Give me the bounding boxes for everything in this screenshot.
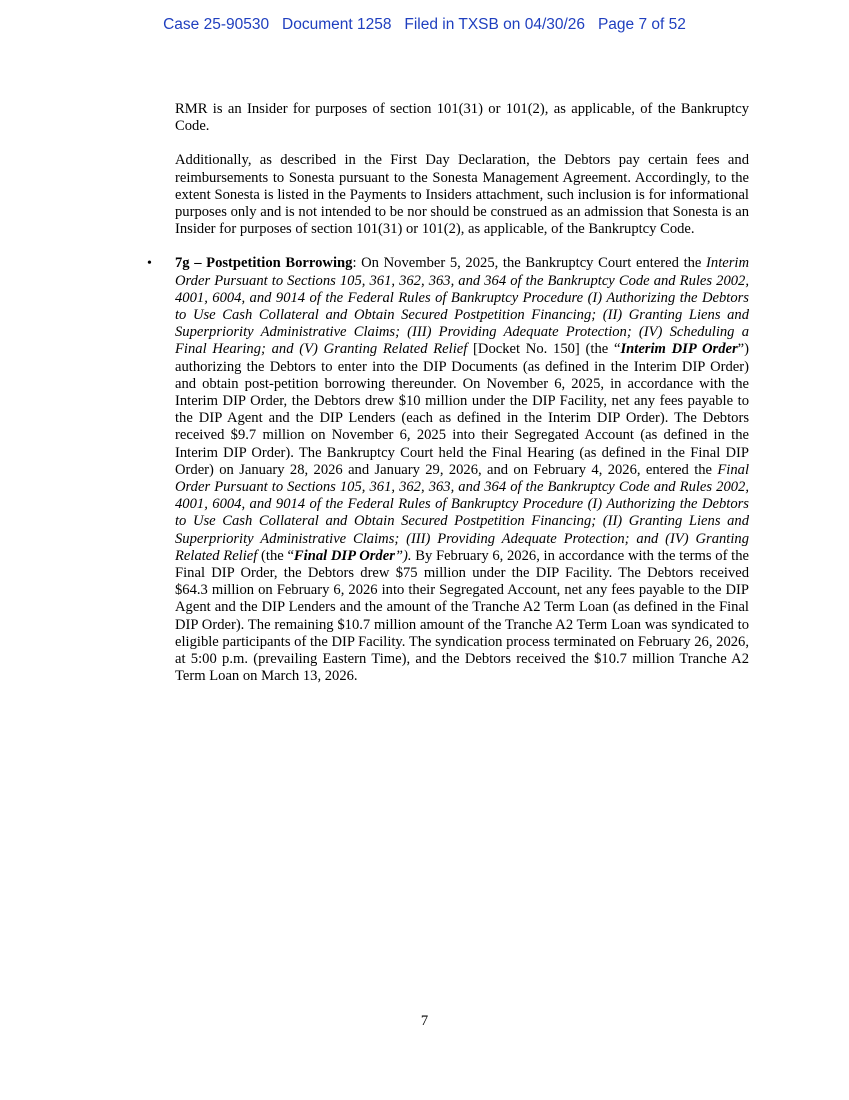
interim-dip-order-term: Interim DIP Order: [620, 341, 738, 358]
bullet-text-1: : On November 5, 2025, the Bankruptcy Court entered the: [352, 255, 707, 272]
final-order-title: Final Order Pursuant to Sections 105, 361, 362, 363, and 364 of the Bankruptcy Code and Rules 2002, 4001, 6004, and 9014 of the Federal Rules of Bankruptcy Procedure (I) Authorizing the Debtors to Use Cash Collateral and Obtain Secured Postpetition Financing; (II) Granting Liens and Superpriority Administrative Claims; (III) Providing Adequate Protection; and (IV) Granting Related Relief: [175, 461, 749, 564]
bullet-text-4: (the “: [257, 547, 294, 564]
bullet-icon: •: [147, 256, 152, 272]
bullet-text-2: [Docket No. 150] (the “: [467, 341, 621, 358]
bullet-text: [175, 255, 749, 684]
final-dip-close-quote: ”).: [394, 547, 412, 564]
bullet-text-5: By February 6, 2026, in accordance with the terms of the Final DIP Order, the Debtors drew $75 million under the DIP Facility. The Debtors received $64.3 million on February 6, 2026 into their Segregated Account, net any fees payable to the DIP Agent and the DIP Lenders and the amount of the Tranche A2 Term Loan (as defined in the Final DIP Order). The remaining $10.7 million amount of the Tranche A2 Term Loan was syndicated to eligible participants of the DIP Facility. The syndication process terminated on February 26, 2026, at 5:00 p.m. (prevailing Eastern Time), and the Debtors received the $10.7 million Tranche A2 Term Loan on March 13, 2026.: [175, 547, 749, 685]
paragraph-sonesta: Additionally, as described in the First Day Declaration, the Debtors pay certain fees and reimbursements to Sonesta pursuant to the Sonesta Management Agreement. Accordingly, to the extent Sonesta is listed in the Payments to Insiders attachment, such inclusion is for informational purposes only and is not intended to be nor should be construed as an admission that Sonesta is an Insider for purposes of section 101(31) or 101(2), as applicable, of the Bankruptcy Code.: [175, 152, 749, 238]
bullet-heading: 7g – Postpetition Borrowing: [175, 255, 353, 272]
bullet-text-3: ”) authorizing the Debtors to enter into the DIP Documents (as defined in the Interim DIP Order) and obtain post-petition borrowing thereunder. On November 6, 2025, in accordance with the Interim DIP Order, the Debtors drew $10 million under the DIP Facility, net any fees payable to the DIP Agent and the DIP Lenders (each as defined in the Interim DIP Order). The Debtors received $9.7 million on November 6, 2025 into their Segregated Account (as defined in the Interim DIP Order). The Bankruptcy Court held the Final Hearing (as defined in the Final DIP Order) on January 28, 2026 and January 29, 2026, and on February 4, 2026, entered the: [175, 341, 749, 478]
interim-order-title: Interim Order Pursuant to Sections 105, 361, 362, 363, and 364 of the Bankruptcy Code and Rules 2002, 4001, 6004, and 9014 of the Federal Rules of Bankruptcy Procedure (I) Authorizing the Debtors to Use Cash Collateral and Obtain Secured Postpetition Financing; (II) Granting Liens and Superpriority Administrative Claims; (III) Providing Adequate Protection; (IV) Scheduling a Final Hearing; and (V) Granting Related Relief: [175, 255, 750, 358]
document-body: [147, 101, 750, 686]
bullet-postpetition-borrowing: [147, 255, 750, 685]
final-dip-order-term: Final DIP Order: [293, 547, 395, 564]
filing-header: Case 25-90530 Document 1258 Filed in TXSB on 04/30/26 Page 7 of 52: [163, 16, 686, 33]
paragraph-rmr-insider: RMR is an Insider for purposes of section 101(31) or 101(2), as applicable, of the Bankruptcy Code.: [175, 101, 749, 135]
page-number: 7: [420, 1013, 429, 1029]
